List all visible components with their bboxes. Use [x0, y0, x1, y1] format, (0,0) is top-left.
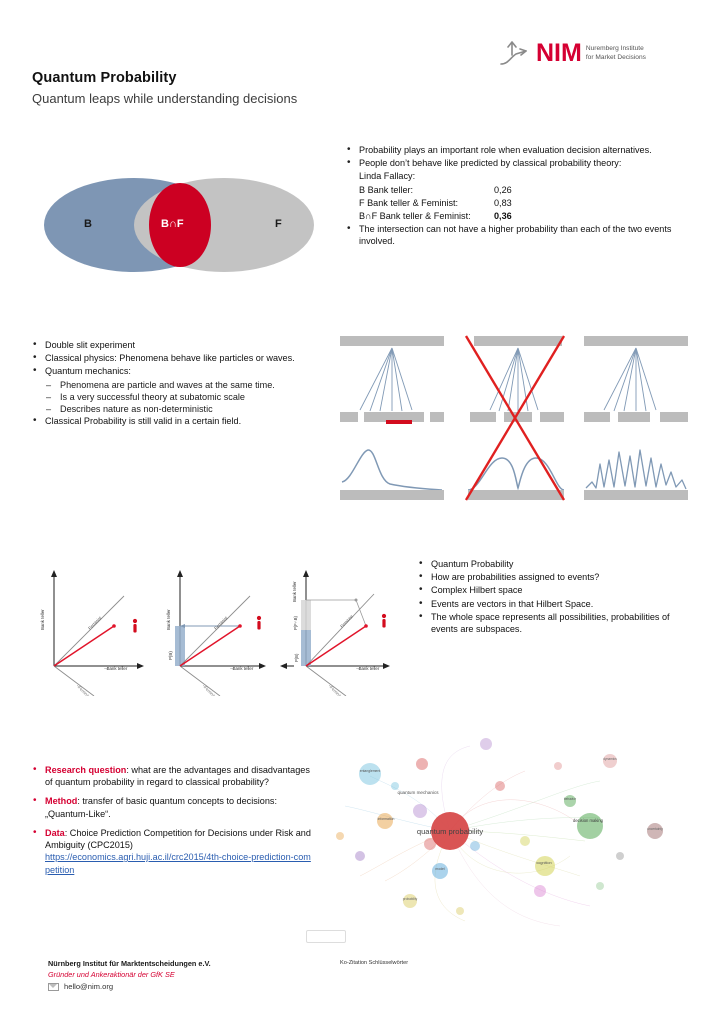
- footer-tagline: Gründer und Ankeraktionär der GfK SE: [48, 969, 175, 979]
- linda-row-label: F Bank teller & Feminist:: [359, 197, 459, 208]
- bullet-probability-role: • Probability plays an important role when evaluation decision alternatives.: [346, 144, 686, 156]
- svg-text:dynamics: dynamics: [603, 757, 617, 761]
- linda-row-value: 0,83: [494, 197, 512, 208]
- person-icon: [257, 616, 261, 630]
- slit-figure-interference: [582, 332, 690, 504]
- venn-label-b: B: [84, 218, 92, 230]
- page-subtitle: Quantum leaps while understanding decisions: [32, 91, 298, 106]
- qp-bullet-3: • Events are vectors in that Hilbert Space.: [418, 598, 690, 610]
- sub-bullet-nondeterministic: – Describes nature as non-deterministic: [46, 403, 324, 415]
- nim-logo: [498, 38, 646, 68]
- linda-row-label: B Bank teller:: [359, 184, 414, 195]
- qp-bullet-1: • How are probabilities assigned to events?: [418, 571, 690, 583]
- svg-text:quantum probability: quantum probability: [416, 827, 484, 836]
- method-label: Method: [45, 796, 78, 807]
- bullet-intersection-rule: • The intersection can not have a higher probability than each of the two events involved.: [346, 223, 686, 247]
- qp-bullet-4: • The whole space represents all possibilities, probabilities of events are subspaces.: [418, 611, 690, 635]
- logo-subtitle-line2: for Market Decisions: [585, 54, 646, 61]
- hilbert-figure-1: [32, 558, 150, 696]
- envelope-icon: [48, 983, 59, 991]
- svg-text:quantum mechanics: quantum mechanics: [397, 790, 439, 795]
- arrow-logo-icon: [498, 38, 532, 68]
- svg-text:information: information: [377, 817, 395, 821]
- qp-bullet-0: • Quantum Probability: [418, 558, 690, 570]
- svg-text:Bank teller: Bank teller: [166, 609, 171, 630]
- network-caption: Ko-Zitation Schlüsselwörter: [340, 960, 409, 966]
- hilbert-figure-2: [154, 558, 272, 696]
- bullet-classical-physics: • Classical physics: Phenomena behave like particles or waves.: [32, 352, 324, 364]
- linda-row-value: 0,36: [494, 210, 512, 221]
- data-text: : Choice Prediction Competition for Decisions under Risk and Ambiguity (CPC2015): [45, 827, 311, 850]
- svg-text:P(B): P(B): [168, 651, 173, 660]
- bullet-people-behavior: • People don’t behave like predicted by classical probability theory:: [346, 157, 686, 169]
- svg-text:Feminist: Feminist: [339, 613, 354, 629]
- bullet-classical-valid: • Classical Probability is still valid in a certain field.: [32, 415, 324, 427]
- svg-text:Bank teller: Bank teller: [292, 581, 297, 602]
- qp-bullet-2: • Complex Hilbert space: [418, 584, 690, 596]
- method-text: : transfer of basic quantum concepts to decisions: „Quantum-Like“.: [45, 796, 277, 819]
- quantum-probability-bullets: [418, 558, 690, 636]
- footer: [48, 959, 211, 993]
- linda-fallacy-label: Linda Fallacy:: [359, 171, 416, 182]
- linda-row-value: 0,26: [494, 184, 512, 195]
- svg-text:¬Feminist: ¬Feminist: [75, 683, 92, 696]
- footer-org-name: Nürnberg Institut für Marktentscheidungen e.V.: [48, 959, 211, 968]
- svg-text:behavior: behavior: [563, 797, 577, 801]
- bullet-double-slit: • Double slit experiment: [32, 339, 324, 351]
- svg-text:model: model: [435, 867, 445, 871]
- hilbert-figure-3: [276, 558, 394, 696]
- vosviewer-badge: [306, 930, 346, 943]
- svg-text:Bank teller: Bank teller: [40, 609, 45, 630]
- research-question-text: : what are the advantages and disadvantages of quantum probability in regard to classical probability?: [45, 765, 310, 788]
- research-block: [32, 764, 312, 883]
- svg-text:¬Bank teller: ¬Bank teller: [356, 666, 380, 671]
- hilbert-space-figures: [32, 558, 404, 696]
- data-item: [32, 827, 312, 876]
- double-slit-figures: [338, 332, 690, 504]
- svg-text:¬Bank teller: ¬Bank teller: [230, 666, 254, 671]
- venn-diagram: [44, 178, 314, 274]
- cocitation-network-graph: [300, 726, 696, 941]
- svg-text:entanglement: entanglement: [359, 769, 381, 773]
- svg-text:uncertainty: uncertainty: [647, 827, 663, 831]
- slit-figure-crossed: [460, 332, 568, 504]
- person-icon: [133, 619, 137, 633]
- svg-text:probability: probability: [402, 897, 418, 901]
- sub-bullet-particle-wave: – Phenomena are particle and waves at the same time.: [46, 379, 324, 391]
- svg-text:Feminist: Feminist: [213, 615, 229, 631]
- svg-text:¬Feminist: ¬Feminist: [201, 683, 218, 696]
- cpc-dataset-link[interactable]: https://economics.agri.huji.ac.il/crc2015/4th-choice-prediction-competition: [45, 852, 311, 875]
- logo-subtitle: [586, 43, 646, 63]
- linda-row: [346, 210, 686, 222]
- sub-bullet-subatomic: – Is a very successful theory at subatomic scale: [46, 391, 324, 403]
- page-title: Quantum Probability: [32, 70, 177, 86]
- research-question-label: Research question: [45, 765, 127, 775]
- svg-text:¬Feminist: ¬Feminist: [327, 683, 344, 696]
- footer-email[interactable]: hello@nim.org: [64, 981, 114, 991]
- slit-figure-single: [338, 332, 446, 504]
- svg-text:Feminist: Feminist: [87, 615, 103, 631]
- probability-bullets: [346, 144, 686, 248]
- linda-row: [346, 184, 686, 196]
- logo-wordmark: NIM: [536, 38, 582, 67]
- method-item: [32, 795, 312, 819]
- double-slit-bullets: [32, 339, 324, 428]
- bullet-quantum-mechanics: • Quantum mechanics:: [32, 365, 324, 377]
- svg-text:cognition: cognition: [536, 861, 552, 865]
- person-icon: [382, 614, 386, 628]
- logo-subtitle-line1: Nuremberg Institute: [585, 45, 644, 53]
- data-label: Data: [45, 827, 65, 838]
- research-question-item: [32, 764, 312, 788]
- footer-email-row: [48, 981, 211, 993]
- linda-row: [346, 197, 686, 209]
- svg-text:P(F∩B): P(F∩B): [293, 616, 298, 630]
- venn-label-intersection: B∩F: [161, 218, 184, 230]
- venn-label-f: F: [275, 218, 282, 230]
- svg-text:decision making: decision making: [572, 818, 604, 823]
- svg-text:¬Bank teller: ¬Bank teller: [104, 666, 128, 671]
- linda-row-label: B∩F Bank teller & Feminist:: [359, 210, 471, 221]
- svg-text:P(B): P(B): [294, 653, 299, 662]
